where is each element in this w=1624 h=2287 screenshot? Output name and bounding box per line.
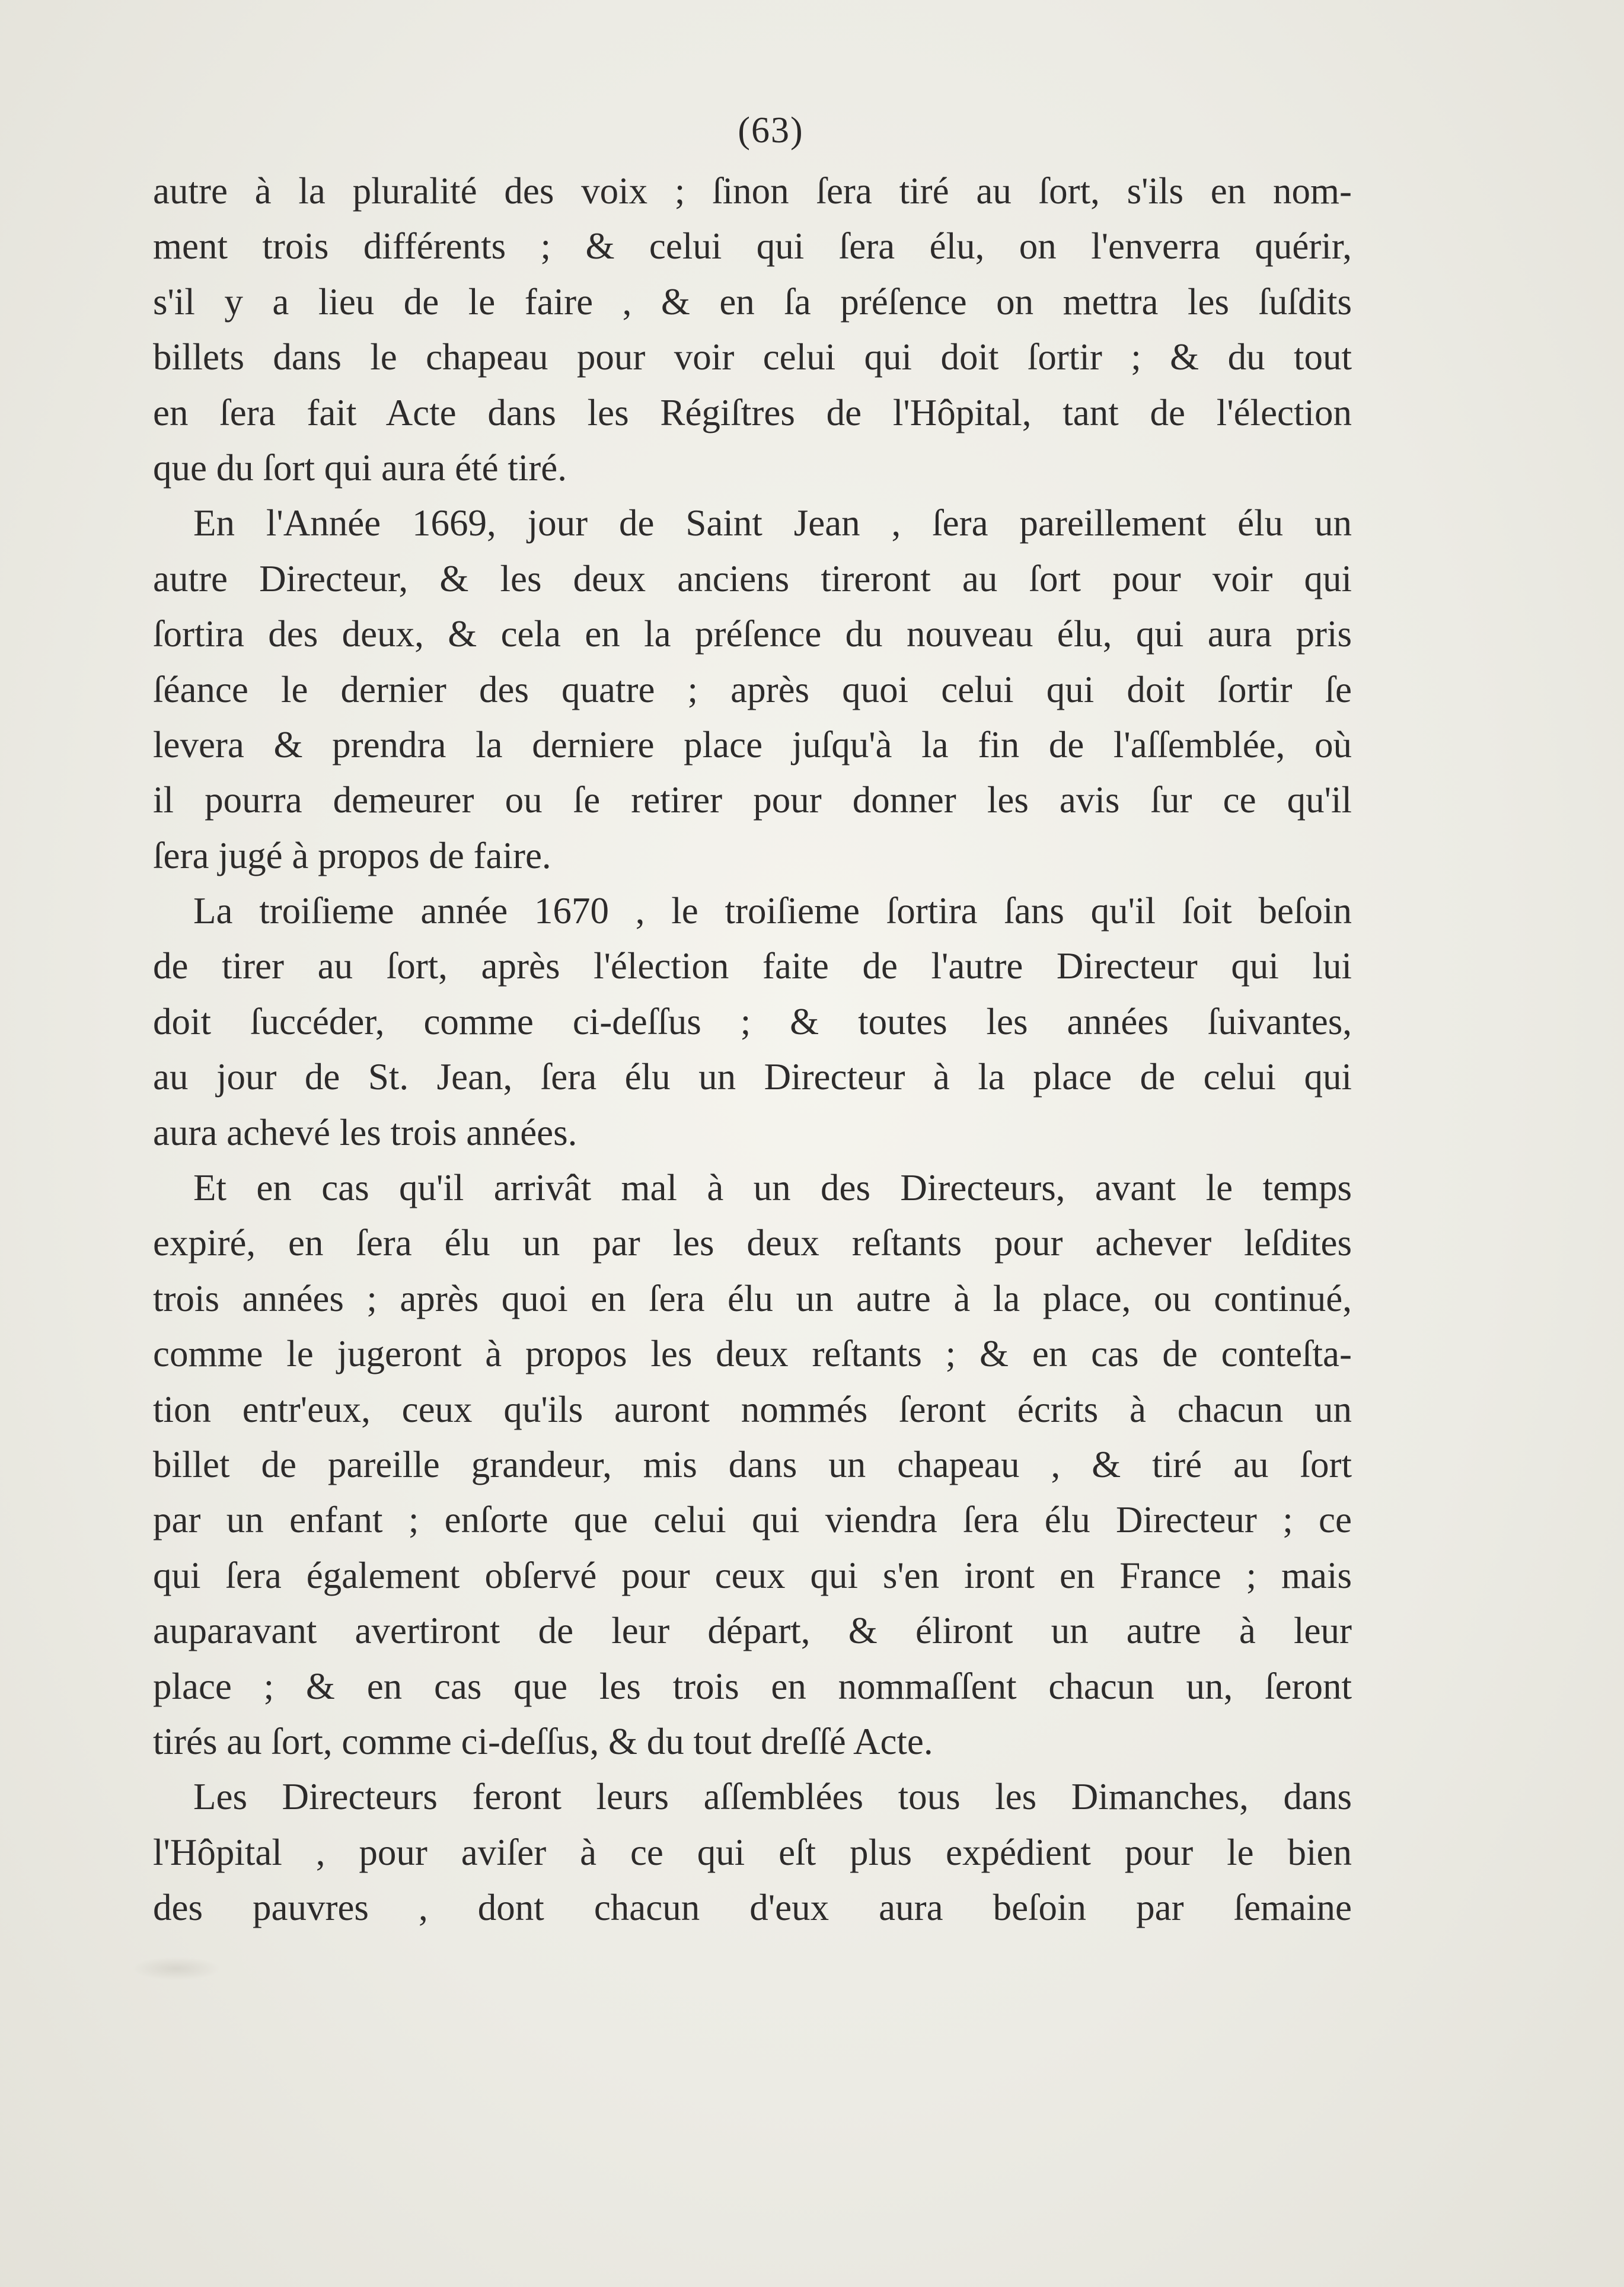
- text-line: en ſera fait Acte dans les Régiſtres de l'Hôpital, tant de l'élection: [153, 391, 1352, 433]
- text-line: En l'Année 1669, jour de Saint Jean , ſera pareillement élu un: [193, 502, 1352, 544]
- text-line: place ; & en cas que les trois en nommaſſent chacun un, ſeront: [153, 1665, 1352, 1707]
- text-line: ſortira des deux, & cela en la préſence du nouveau élu, qui aura pris: [153, 613, 1352, 655]
- text-line: ſéance le dernier des quatre ; après quoi celui qui doit ſortir ſe: [153, 668, 1352, 710]
- text-line: expiré, en ſera élu un par les deux reſtants pour achever leſdites: [153, 1222, 1352, 1264]
- text-line: tirés au ſort, comme ci-deſſus, & du tout dreſſé Acte.: [153, 1720, 933, 1762]
- text-line: Et en cas qu'il arrivât mal à un des Directeurs, avant le temps: [193, 1167, 1352, 1209]
- page-number: (63): [738, 110, 804, 151]
- bleed-through-mark: [132, 1957, 221, 1980]
- text-line: billet de pareille grandeur, mis dans un chapeau , & tiré au ſort: [153, 1443, 1352, 1485]
- text-line: aura achevé les trois années.: [153, 1111, 578, 1153]
- text-line: de tirer au ſort, après l'élection faite de l'autre Directeur qui lui: [153, 945, 1352, 987]
- text-line: doit ſuccéder, comme ci-deſſus ; & toutes les années ſuivantes,: [153, 1000, 1352, 1042]
- text-line: il pourra demeurer ou ſe retirer pour donner les avis ſur ce qu'il: [153, 779, 1352, 821]
- text-line: au jour de St. Jean, ſera élu un Directeur à la place de celui qui: [153, 1056, 1352, 1098]
- text-line: billets dans le chapeau pour voir celui qui doit ſortir ; & du tout: [153, 336, 1352, 378]
- text-line: tion entr'eux, ceux qu'ils auront nommés ſeront écrits à chacun un: [153, 1388, 1352, 1430]
- text-line: ſera jugé à propos de faire.: [153, 834, 551, 876]
- text-line: auparavant avertiront de leur départ, & éliront un autre à leur: [153, 1610, 1352, 1652]
- text-line: comme le jugeront à propos les deux reſtants ; & en cas de conteſta-: [153, 1333, 1352, 1375]
- text-line: par un enfant ; enſorte que celui qui viendra ſera élu Directeur ; ce: [153, 1499, 1352, 1541]
- text-line: La troiſieme année 1670 , le troiſieme ſortira ſans qu'il ſoit beſoin: [193, 890, 1352, 932]
- text-line: des pauvres , dont chacun d'eux aura beſoin par ſemaine: [153, 1887, 1352, 1929]
- text-line: Les Directeurs feront leurs aſſemblées tous les Dimanches, dans: [193, 1776, 1352, 1818]
- text-line: s'il y a lieu de le faire , & en ſa préſence on mettra les ſuſdits: [153, 280, 1352, 323]
- text-line: ment trois différents ; & celui qui ſera élu, on l'enverra quérir,: [153, 225, 1352, 267]
- body-text: [153, 164, 1352, 1936]
- text-line: l'Hôpital , pour aviſer à ce qui eſt plus expédient pour le bien: [153, 1831, 1352, 1873]
- text-line: levera & prendra la derniere place juſqu'à la fin de l'aſſemblée, où: [153, 723, 1352, 765]
- text-line: que du ſort qui aura été tiré.: [153, 446, 567, 489]
- text-line: trois années ; après quoi en ſera élu un autre à la place, ou continué,: [153, 1277, 1352, 1319]
- text-line: qui ſera également obſervé pour ceux qui s'en iront en France ; mais: [153, 1554, 1352, 1596]
- text-line: autre Directeur, & les deux anciens tireront au ſort pour voir qui: [153, 557, 1352, 599]
- text-line: autre à la pluralité des voix ; ſinon ſera tiré au ſort, s'ils en nom-: [153, 170, 1352, 212]
